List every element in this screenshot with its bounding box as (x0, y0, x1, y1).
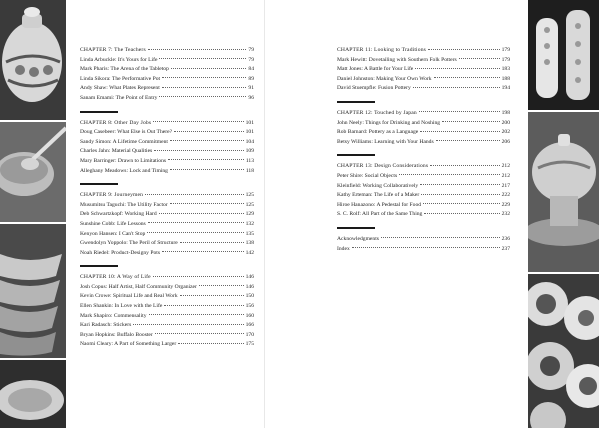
toc-section (80, 191, 254, 258)
toc-entry[interactable]: Doug Casebeer: What Else is Out There? 101 (80, 129, 254, 136)
right-photo-strip (528, 0, 599, 428)
toc-entry[interactable]: Bryan Hopkins: Buffalo Booster 170 (80, 331, 254, 338)
toc-entry[interactable]: Alleghany Meadows: Lock and Timing 118 (80, 167, 254, 174)
covered-jar-photo (0, 0, 66, 120)
toc-section (337, 46, 510, 94)
toc-section (337, 162, 510, 220)
section-rule (80, 111, 118, 113)
toc-entry[interactable]: Mark Hewitt: Dovetailing with Southern Folk Potters 179 (337, 56, 510, 63)
patterned-plates-photo (528, 274, 599, 428)
left-photo-strip (0, 0, 66, 428)
toc-entry-acknowledgments[interactable]: Acknowledgments 236 (337, 235, 510, 242)
toc-entry[interactable]: Mark Shapiro: Commensality 160 (80, 312, 254, 319)
toc-entry[interactable]: John Neely: Things for Drinking and Noshing 200 (337, 119, 510, 126)
toc-entry[interactable]: Linda Sikora: The Performative Pot 89 (80, 75, 254, 82)
chapter-heading[interactable]: CHAPTER 8: Other Day Jobs 101 (80, 119, 254, 126)
right-toc-column (337, 46, 510, 261)
toc-entry[interactable]: Hiroe Hanazono: A Pedestal for Food 229 (337, 201, 510, 208)
toc-entry[interactable]: Matt Jones: A Battle for Your Life 183 (337, 66, 510, 73)
section-rule (337, 154, 375, 156)
toc-entry[interactable]: Sanam Emami: The Point of Entry 96 (80, 94, 254, 101)
toc-entry[interactable]: Charles Jahn: Material Qualities 109 (80, 148, 254, 155)
toc-entry-index[interactable]: Index 237 (337, 245, 510, 252)
section-rule (80, 265, 118, 267)
toc-entry[interactable]: Ellen Shankin: In Love with the Life 156 (80, 303, 254, 310)
section-rule (337, 227, 375, 229)
chapter-heading[interactable]: CHAPTER 13: Design Considerations 212 (337, 163, 510, 170)
toc-entry[interactable]: Naomi Cleary: A Part of Something Larger 175 (80, 341, 254, 348)
section-rule (337, 101, 375, 103)
toc-entry[interactable]: Linda Arbuckle: It's Yours for Life 79 (80, 56, 254, 63)
tall-vessels-photo (528, 0, 599, 110)
toc-entry[interactable]: David Stuempfle: Fusion Pottery 194 (337, 85, 510, 92)
toc-entry[interactable]: Musumitsu Taguchi: The Utility Factor 125 (80, 201, 254, 208)
ladle-bowl-photo (0, 122, 66, 222)
section-rule (80, 183, 118, 185)
chapter-heading[interactable]: CHAPTER 7: The Teachers 79 (80, 47, 254, 53)
toc-entry[interactable]: Noah Riedel: Product-Designy Pots 142 (80, 249, 254, 256)
toc-entry[interactable]: Kenyon Hansen: I Can't Stop 135 (80, 230, 254, 237)
toc-entry[interactable]: S. C. Rolf: All Part of the Same Thing 232 (337, 211, 510, 218)
left-toc-column (80, 46, 254, 357)
toc-entry[interactable]: Kathy Erteman: The Life of a Maker 222 (337, 192, 510, 199)
toc-section (337, 109, 510, 147)
toc-entry[interactable]: Kevin Crowe: Spiritual Life and Real Work 150 (80, 293, 254, 300)
toc-entry[interactable]: Kleinfield: Working Collaboratively 217 (337, 182, 510, 189)
toc-entry[interactable]: Kari Radasch: Stickers 166 (80, 322, 254, 329)
toc-section (80, 46, 254, 104)
toc-entry[interactable]: Mark Pharis: The Arena of the Tabletop 84 (80, 66, 254, 73)
toc-section (80, 273, 254, 350)
chapter-heading[interactable]: CHAPTER 11: Looking to Traditions 179 (337, 47, 510, 53)
toc-section (80, 119, 254, 177)
toc-entry[interactable]: Betsy Williams: Learning with Your Hands 206 (337, 138, 510, 145)
toc-entry[interactable]: Josh Copus: Half Artist, Half Community Organizer 146 (80, 283, 254, 290)
toc-entry[interactable]: Rob Barnard: Pottery as a Language 202 (337, 129, 510, 136)
toc-entry[interactable]: Peter Shire: Social Objects 212 (337, 172, 510, 179)
chapter-heading[interactable]: CHAPTER 9: Journeymen 125 (80, 192, 254, 199)
plates-photo (0, 360, 66, 428)
toc-entry[interactable]: Andy Shaw: What Plates Represent 91 (80, 85, 254, 92)
stacked-bowls-photo (0, 224, 66, 358)
toc-entry[interactable]: Sandy Simon: A Lifetime Commitment 104 (80, 138, 254, 145)
toc-entry[interactable]: Mary Barringer: Drawn to Limitations 113 (80, 157, 254, 164)
toc-entry[interactable]: Gwendolyn Yoppolo: The Peril of Structure 138 (80, 240, 254, 247)
toc-entry[interactable]: Deb Schwartzkopf: Working Hard 129 (80, 211, 254, 218)
back-matter (337, 235, 510, 254)
chapter-heading[interactable]: CHAPTER 12: Touched by Japan 198 (337, 109, 510, 116)
toc-entry[interactable]: Daniel Johnston: Making Your Own Work 188 (337, 75, 510, 82)
chapter-heading[interactable]: CHAPTER 10: A Way of Life 146 (80, 274, 254, 281)
lidded-jar-photo (528, 112, 599, 272)
toc-entry[interactable]: Sunshine Cobb: Life Lessons 132 (80, 220, 254, 227)
